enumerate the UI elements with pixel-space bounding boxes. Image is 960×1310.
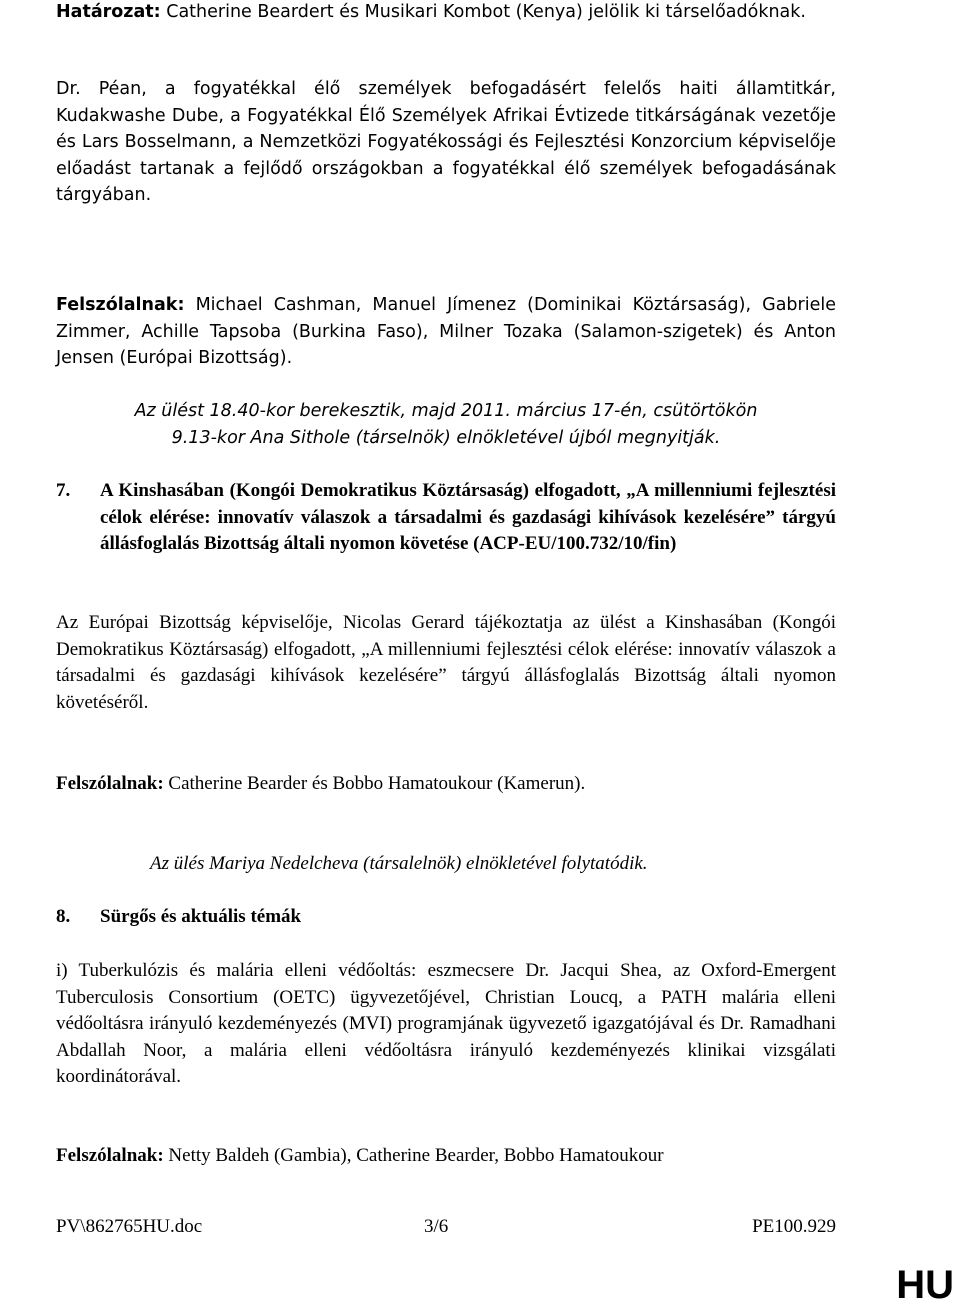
session-note-1 [56,398,836,451]
speakers-paragraph-2 [56,771,585,798]
speakers-label-2: Felszólalnak: [56,773,164,794]
commission-paragraph [56,610,836,716]
session-note-2-text: Az ülés Mariya Nedelcheva (társalelnök) elnökletével folytatódik. [150,853,648,874]
speakers-paragraph-1 [56,292,836,372]
agenda-item-8 [56,904,836,931]
agenda-item-7 [56,478,836,558]
agenda-item-7-number: 7. [56,480,71,501]
speakers-label-3: Felszólalnak: [56,1145,164,1166]
language-code: HU [896,1263,954,1307]
footer-page-number: 3/6 [424,1216,449,1237]
footer-pe-ref: PE100.929 [752,1216,836,1237]
commission-text: Az Európai Bizottság képviselője, Nicolas Gerard tájékoztatja az ülést a Kinshasában (Kongói Demokratikus Köztársaság) elfogadott, „A millenniumi fejlesztési célok elérése: innovatív válaszok a társadalmi és gazdasági kihívások kezelésére” tárgyú állásfoglalás Bizottság általi nyomon követéséről. [56,612,836,713]
resolution-label: Határozat: [56,2,161,22]
speakers-text-2: Catherine Bearder és Bobbo Hamatoukour (Kamerun). [163,773,586,794]
vaccine-paragraph [56,958,836,1091]
resolution-text: Catherine Beardert és Musikari Kombot (Kenya) jelölik ki társelőadóknak. [160,2,806,22]
agenda-item-7-title: A Kinshasában (Kongói Demokratikus Köztársaság) elfogadott, „A millenniumi fejlesztési célok elérése: innovatív válaszok a társadalmi és gazdasági kihívások kezelésére” tárgyú állásfoglalás Bizottság általi nyomon követése (ACP-EU/100.732/10/fin) [100,480,836,554]
agenda-item-8-title: Sürgős és aktuális témák [100,906,302,927]
presentation-paragraph [56,76,836,209]
footer-doc-ref: PV\862765HU.doc [56,1216,203,1237]
speakers-paragraph-3 [56,1143,664,1170]
session-note-2 [150,851,850,878]
speakers-text-1: Michael Cashman, Manuel Jímenez (Dominikai Köztársaság), Gabriele Zimmer, Achille Tapsoba (Burkina Faso), Milner Tozaka (Salamon-szigetek) és Anton Jensen (Európai Bizottság). [56,295,836,368]
resolution-paragraph [56,0,806,26]
speakers-label-1: Felszólalnak: [56,295,185,315]
session-note-1-text: Az ülést 18.40-kor berekesztik, majd 2011. március 17-én, csütörtökön 9.13-kor Ana Sithole (társelnök) elnökletével újból megnyitják. [134,401,758,448]
speakers-text-3: Netty Baldeh (Gambia), Catherine Bearder, Bobbo Hamatoukour [163,1145,664,1166]
vaccine-text: i) Tuberkulózis és malária elleni védőoltás: eszmecsere Dr. Jacqui Shea, az Oxford-Emergent Tuberculosis Consortium (OETC) ügyvezetőjével, Christian Loucq, a PATH malária elleni védőoltásra irányuló kezdeményezés (MVI) programjának ügyvezető igazgatójával és Dr. Ramadhani Abdallah Noor, a malária elleni védőoltásra irányuló kezdeményezés klinikai vizsgálati koordinátorával. [56,960,836,1087]
presentation-text: Dr. Péan, a fogyatékkal élő személyek befogadásért felelős haiti államtitkár, Kudakwashe Dube, a Fogyatékkal Élő Személyek Afrikai Évtizede titkárságának vezetője és Lars Bosselmann, a Nemzetközi Fogyatékossági és Fejlesztési Konzorcium képviselője előadást tartanak a fejlődő országokban a fogyatékkal élő személyek befogadásának tárgyában. [56,79,836,205]
agenda-item-8-number: 8. [56,906,71,927]
